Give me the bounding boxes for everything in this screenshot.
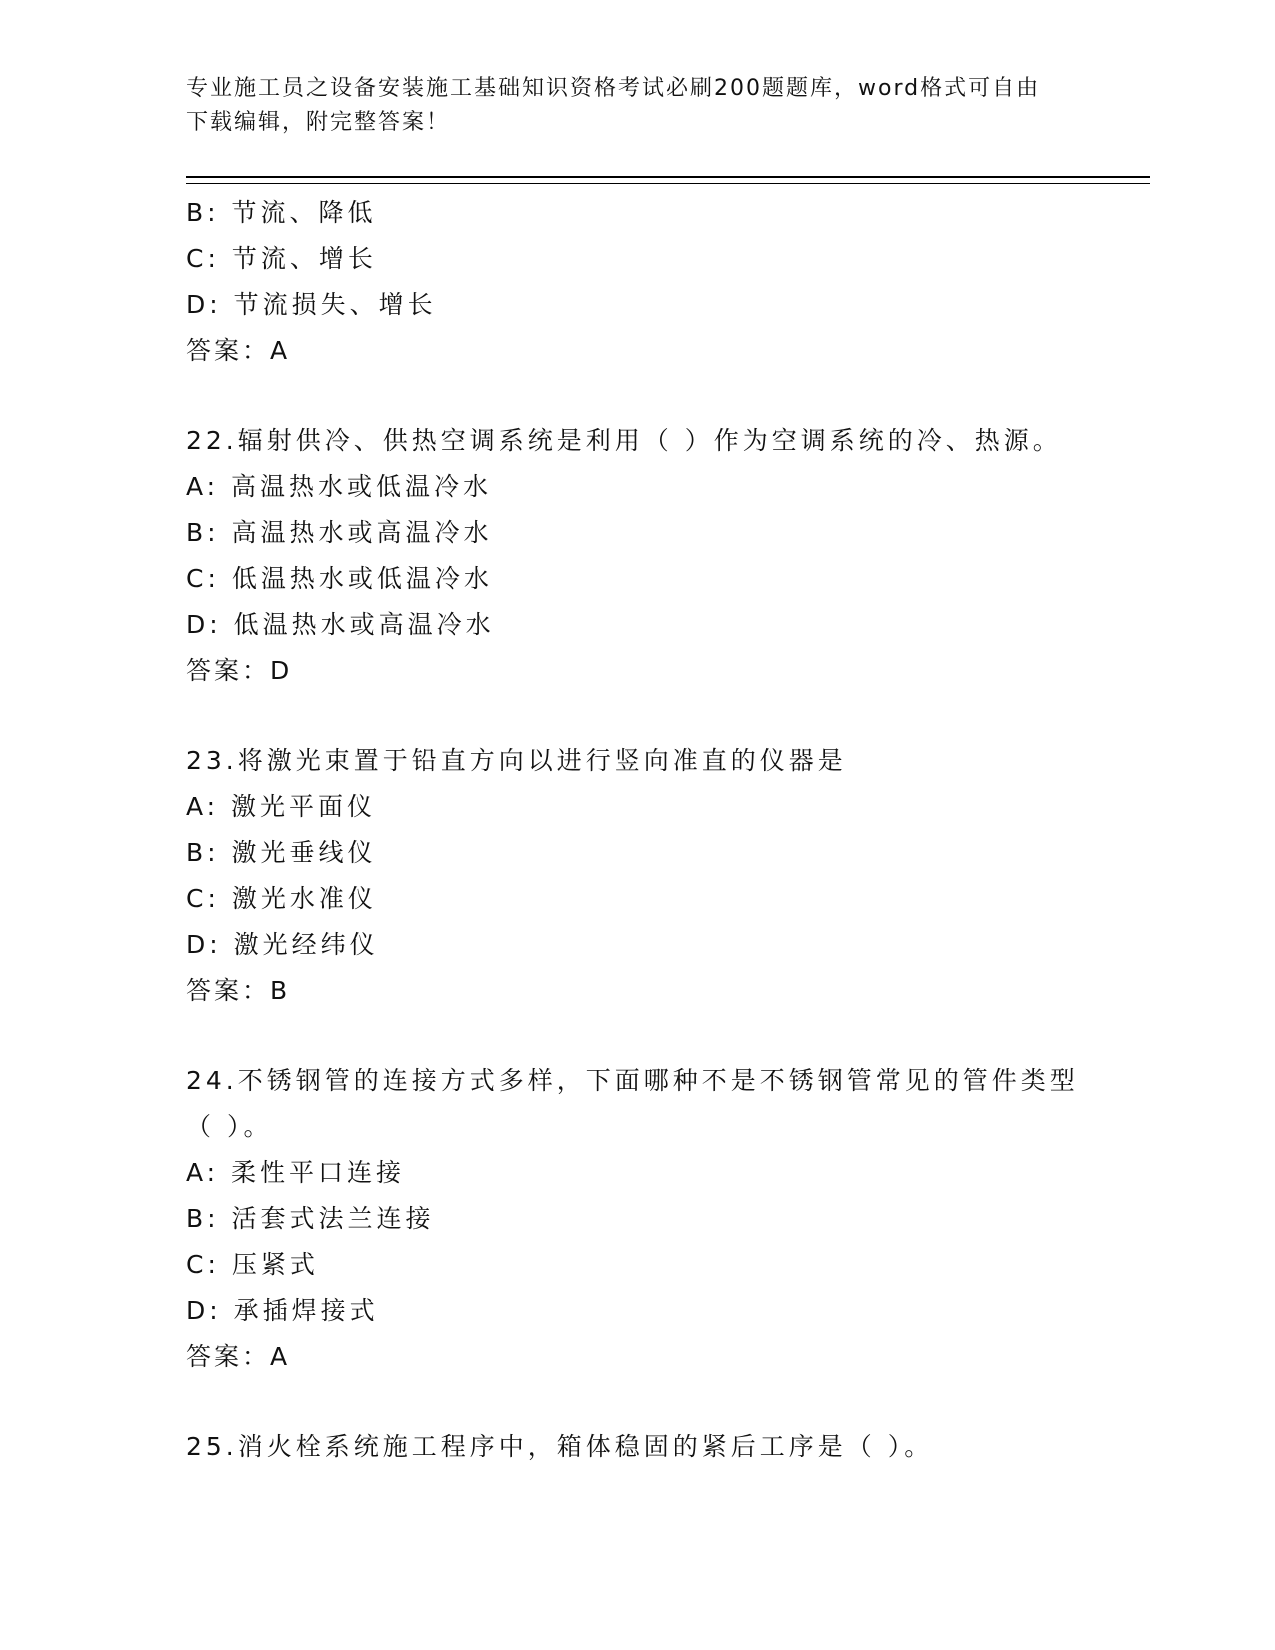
document-header <box>186 72 1066 140</box>
header-line-1: 专业施工员之设备安装施工基础知识资格考试必刷200题题库，word格式可自由 <box>186 76 1041 101</box>
q22-option-a: A: 高温热水或低温冷水 <box>186 472 493 501</box>
question-gap <box>186 374 1086 418</box>
q23-answer: 答案：B <box>186 976 291 1005</box>
question-gap <box>186 694 1086 738</box>
q21-option-c: C: 节流、增长 <box>186 244 377 273</box>
q22-stem: 22.辐射供冷、供热空调系统是利用（ ）作为空调系统的冷、热源。 <box>186 426 1062 455</box>
q22-option-c: C: 低温热水或低温冷水 <box>186 564 493 593</box>
question-gap <box>186 1380 1086 1424</box>
q21-option-b: B: 节流、降低 <box>186 198 377 227</box>
question-list <box>186 190 1086 1470</box>
header-line-2: 下载编辑，附完整答案！ <box>186 110 451 135</box>
q25-stem: 25.消火栓系统施工程序中，箱体稳固的紧后工序是（ ）。 <box>186 1432 934 1461</box>
q22-option-d: D: 低温热水或高温冷水 <box>186 610 495 639</box>
q23-option-c: C: 激光水准仪 <box>186 884 377 913</box>
q23-option-b: B: 激光垂线仪 <box>186 838 377 867</box>
q24-option-a: A: 柔性平口连接 <box>186 1158 406 1187</box>
q23-option-a: A: 激光平面仪 <box>186 792 377 821</box>
q24-option-d: D: 承插焊接式 <box>186 1296 379 1325</box>
question-gap <box>186 1014 1086 1058</box>
q21-answer: 答案：A <box>186 336 291 365</box>
q22-option-b: B: 高温热水或高温冷水 <box>186 518 493 547</box>
q24-answer: 答案：A <box>186 1342 291 1371</box>
q24-stem-line-1: 24.不锈钢管的连接方式多样，下面哪种不是不锈钢管常见的管件类型 <box>186 1066 1079 1095</box>
q23-option-d: D: 激光经纬仪 <box>186 930 379 959</box>
header-divider <box>186 176 1150 184</box>
q24-option-b: B: 活套式法兰连接 <box>186 1204 435 1233</box>
q22-answer: 答案：D <box>186 656 293 685</box>
q24-option-c: C: 压紧式 <box>186 1250 319 1279</box>
q24-stem-line-2: （ ）。 <box>186 1112 273 1141</box>
q21-option-d: D: 节流损失、增长 <box>186 290 437 319</box>
q23-stem: 23.将激光束置于铅直方向以进行竖向准直的仪器是 <box>186 746 847 775</box>
